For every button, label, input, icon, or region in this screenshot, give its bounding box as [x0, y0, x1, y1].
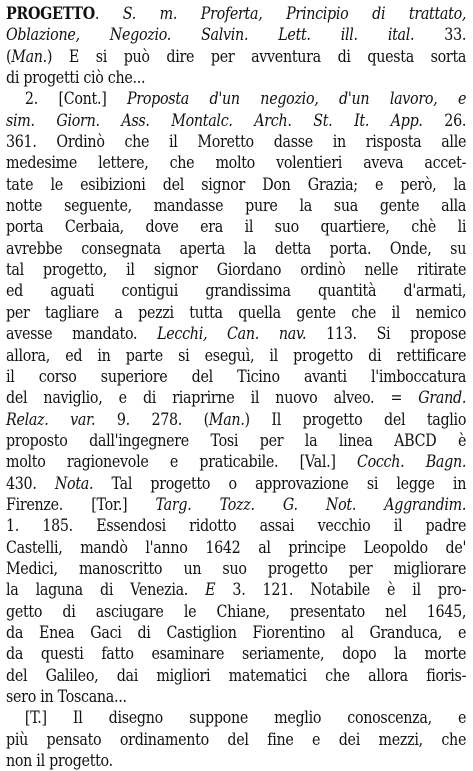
text-segment: per tagliare a pezzi tutta quella gente che il nemico — [6, 302, 467, 322]
dictionary-entry-progetto — [6, 3, 467, 771]
text-line — [6, 729, 466, 750]
text-segment: allora, ed in parte si eseguì, il progetto di rettificare — [6, 345, 467, 365]
text-segment: sero in Toscana... — [6, 687, 127, 706]
text-line — [6, 473, 466, 494]
text-segment: 430. — [6, 473, 55, 493]
text-line — [6, 451, 466, 472]
text-line — [6, 238, 466, 259]
text-segment: avrebbe consegnata aperta la detta porta. Onde, su — [6, 238, 467, 258]
text-line — [6, 387, 466, 408]
italic-citation: sim. Giorn. Ass. Montalc. Arch. St. It. App. — [6, 110, 423, 130]
text-segment: Tal progetto o approvazione si legge in — [93, 473, 467, 493]
text-segment: Castelli, mandò l'anno 1642 al principe Leopoldo de' — [6, 537, 467, 557]
text-segment: 9. 278. ( — [95, 409, 209, 429]
text-segment: ( — [6, 46, 12, 66]
text-line — [6, 110, 466, 131]
text-segment: la laguna di Venezia. — [6, 580, 206, 600]
text-line — [6, 131, 466, 152]
text-segment: tate le esibizioni del signor Don Grazia; e però, la — [6, 174, 467, 194]
text-segment: 361. Ordinò che il Moretto dasse in risposta alle — [6, 132, 467, 152]
text-line — [6, 345, 466, 366]
text-line — [6, 366, 466, 387]
text-line — [6, 409, 466, 430]
text-line — [6, 24, 466, 45]
text-segment: medesime lettere, che molto volentieri aveva accet- — [6, 153, 467, 173]
text-line — [6, 665, 466, 686]
italic-citation: S. m. Proferta, Principio di trattato, — [122, 4, 467, 23]
headword: PROGETTO — [6, 3, 95, 23]
text-line — [6, 280, 466, 301]
text-line — [6, 195, 466, 216]
italic-citation: Oblazione, Negozio. Salvin. Lett. ill. ital. — [6, 25, 415, 45]
text-line — [6, 750, 466, 771]
text-segment: del naviglio, e di riaprirne il nuovo alveo. = — [6, 388, 419, 408]
text-segment: 113. Si propose — [306, 324, 467, 344]
text-segment: 1. 185. Essendosi ridotto assai vecchio il padre — [6, 516, 467, 536]
text-segment: tal progetto, il signor Giordano ordinò nelle ritirate — [6, 260, 467, 280]
text-segment: 33. — [414, 25, 467, 45]
text-segment: del Galileo, dai migliori matematici che allora fioris- — [6, 665, 467, 685]
italic-citation: Targ. Tozz. G. Not. Aggrandim. — [155, 494, 467, 514]
text-line — [6, 323, 466, 344]
text-segment: più pensato ordinamento del fine e dei mezzi, che — [6, 729, 467, 749]
text-segment: da Enea Gaci di Castiglion Fiorentino al Granduca, e — [6, 622, 467, 642]
text-line — [6, 67, 466, 88]
italic-citation: Lecchi, Can. nav. — [157, 324, 307, 344]
text-segment: di progetti ciò che... — [6, 68, 146, 88]
text-line — [6, 430, 466, 451]
text-segment: ) Il progetto del taglio — [244, 409, 467, 429]
italic-citation: Nota. — [54, 473, 94, 493]
text-line — [6, 88, 466, 109]
text-segment: 3. 121. Notabile è il pro- — [215, 580, 467, 600]
text-segment: ) E si può dire per avventura di questa sorta — [46, 46, 467, 66]
text-segment: 26. — [422, 110, 467, 130]
text-line — [6, 622, 466, 643]
text-segment: non il progetto. — [6, 751, 113, 771]
italic-citation: Grand. — [418, 388, 467, 408]
text-segment: da questi fatto esaminare seriamente, dopo la morte — [6, 644, 467, 664]
text-segment: il corso superiore del Ticino avanti l'imboccatura — [6, 366, 467, 386]
text-segment: [T.] Il disegno suppone meglio conoscenza, e — [24, 708, 467, 728]
text-line — [6, 686, 466, 707]
italic-citation: Cocch. Bagn. — [356, 452, 467, 472]
text-line — [6, 579, 466, 600]
text-line — [6, 707, 466, 728]
text-line — [6, 558, 466, 579]
italic-citation: Proposta d'un negozio, d'un lavoro, e — [127, 89, 467, 109]
italic-citation: Man. — [11, 46, 47, 66]
text-line — [6, 302, 466, 323]
text-segment: notte seguente, mandasse pure la sua gente alla — [6, 196, 467, 216]
text-segment: molto ragionevole e praticabile. [Val.] — [6, 452, 357, 472]
text-segment: . — [94, 4, 123, 23]
text-segment: Firenze. [Tor.] — [6, 494, 156, 514]
text-line — [6, 216, 466, 237]
italic-citation: Man. — [208, 409, 245, 429]
text-segment: ed aguati contigui grandissima quantità d'armati, — [6, 281, 467, 301]
text-line — [6, 3, 466, 24]
text-line — [6, 643, 466, 664]
text-line — [6, 174, 466, 195]
text-line — [6, 601, 466, 622]
text-line — [6, 494, 466, 515]
text-segment: porta Cerbaia, dove era il suo quartiere, chè li — [6, 217, 467, 237]
text-line — [6, 537, 466, 558]
text-segment: Medici, manoscritto un suo progetto per migliorare — [6, 558, 467, 578]
text-line — [6, 46, 466, 67]
italic-citation: Relaz. var. — [6, 409, 96, 429]
text-segment: getto di asciugare le Chiane, presentato nel 1645, — [6, 601, 467, 621]
text-segment: 2. [Cont.] — [24, 89, 128, 109]
text-line — [6, 515, 466, 536]
text-line — [6, 152, 466, 173]
text-segment: proposto dall'ingegnere Tosi per la linea ABCD è — [6, 430, 467, 450]
text-line — [6, 259, 466, 280]
text-segment: avesse mandato. — [6, 324, 158, 344]
italic-citation: E — [205, 580, 216, 600]
